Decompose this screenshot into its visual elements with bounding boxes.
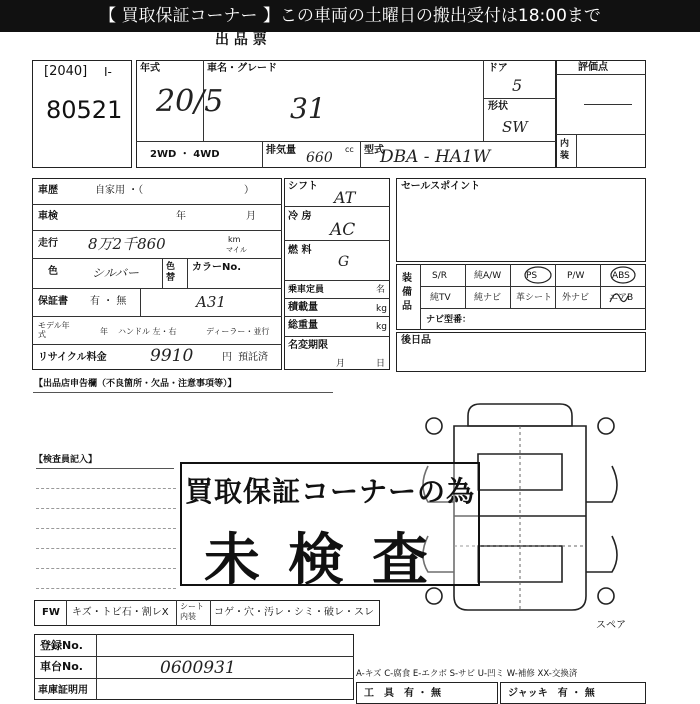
navi-type-label: ナビ型番： [426,315,472,325]
inspection-stamp [180,462,480,593]
warranty-yes-no: 有 ・ 無 [90,296,127,307]
model-year-label: モデル年式 [38,321,70,339]
equip-leather-seat: 革シート [516,293,553,303]
shape-label: 形状 [488,101,508,112]
seller-notes-label: 【出品店申告欄（不良箇所・欠品・注意事項等）】 [34,379,237,389]
chassis-no-label: 車台No. [40,660,83,673]
fw-items: キズ・トビ石・割レX [72,607,169,618]
name-change-label: 名変期限 [288,340,328,351]
name-change-month: 月 [336,359,346,369]
equip-external-navi: 外ナビ [562,293,590,303]
lot-dash: I- [104,65,112,79]
interior-label: 内装 [560,139,570,161]
drive-label: 2WD ・ 4WD [150,149,220,160]
equip-sunroof: S/R [432,271,447,281]
dealer-label: ディーラー・並行 [206,327,270,336]
fuel-label: 燃 料 [288,245,312,256]
equip-power-steering: PS [526,271,538,281]
persons-unit: 名 [376,285,386,295]
load-label: 積載量 [288,302,318,313]
chassis-value: 0600931 [160,658,236,678]
sales-point-label: セールスポイント [401,181,481,192]
header-title: 出 品 票 [215,32,267,48]
later-items-label: 後日品 [401,335,431,346]
equip-abs: ABS [612,271,630,281]
fw-label: FW [42,607,60,618]
later-items-box [396,332,646,372]
equipment-check-marks [420,264,646,308]
km-unit: km [228,235,241,244]
load-unit: kg [376,304,387,314]
equip-navi: 純ナビ [474,293,502,303]
tools-label: 工 具 有 ・ 無 [364,688,441,699]
lot-code: [2040] [44,64,88,79]
color-change-label: 色替 [166,262,176,283]
color-label: 色 [48,266,58,277]
displacement-value: 660 [306,150,333,166]
lot-number: 80521 [46,96,123,124]
history-close: ） [244,185,254,196]
year-label: 年式 [140,63,160,74]
warranty-label: 保証書 [38,296,68,307]
damage-legend: A-キズ C-腐食 E-エクボ S-サビ U-凹ミ W-補修 XX-交換済 [356,669,578,679]
equip-alloy-wheel: 純A/W [474,271,502,281]
spare-label: スペア [596,620,626,631]
color-value: シルバー [92,266,139,280]
model-code-value: DBA - HA1W [380,147,491,167]
stamp-line2: 未検査 [204,528,456,593]
registration-no-label: 登録No. [40,639,83,652]
score-label: 評価点 [578,62,608,73]
model-label: 型式 [364,145,384,156]
shaken-year: 年 [176,211,186,222]
seat-items: コゲ・穴・汚レ・シミ・破レ・スレ [214,607,374,618]
weight-label: 総重量 [288,320,318,331]
car-name-value: 31 [290,92,326,125]
recycle-label: リサイクル料金 [38,352,107,363]
color-no-value: A31 [196,293,226,311]
capacity-label: 乗車定員 [288,285,325,295]
equip-airbag: エアB [609,293,634,303]
equip-power-window: P/W [567,271,585,281]
aircon-label: 冷 房 [288,211,312,222]
mileage-label: 走行 [38,238,58,249]
mileage-value: 8万2千860 [88,235,166,253]
equip-tv: 純TV [430,293,451,303]
aircon-value: AC [330,220,356,240]
shape-value: SW [502,118,528,136]
mile-unit: マイル [226,246,247,254]
banner: 【 買取保証コーナー 】この車両の土曜日の搬出受付は18:00まで [0,0,700,32]
history-box [32,178,282,370]
private-label: 自家用 ・（ [95,185,144,196]
color-no-label: カラーNo. [192,262,242,273]
shaken-label: 車検 [38,211,58,222]
shift-label: シフト [288,181,318,192]
doors-label: ドア [488,63,508,74]
equipment-label: 装備品 [402,273,412,312]
shaken-month: 月 [246,211,256,222]
handle-label: ハンドル 左・右 [118,327,177,336]
weight-unit: kg [376,322,387,332]
doors-value: 5 [512,76,523,95]
shift-value: AT [334,188,356,207]
jack-label: ジャッキ 有 ・ 無 [508,688,595,699]
history-label: 車歴 [38,185,58,196]
stamp-line1: 買取保証コーナーの為 [184,475,475,508]
deposited-label: 預託済 [238,352,268,363]
inspector-notes-label: 【検査員記入】 [34,455,98,465]
car-name-label: 車名・グレード [207,63,277,74]
yen-unit: 円 [222,352,232,363]
year-value: 20/5 [156,84,224,119]
cc-unit: cc [345,145,354,154]
recycle-value: 9910 [150,346,194,366]
model-year-unit: 年 [100,327,108,336]
displacement-label: 排気量 [266,145,296,156]
name-change-day: 日 [376,359,386,369]
seat-label: シート内装 [180,602,204,621]
certificate-label: 車庫証明用 [38,685,88,696]
fuel-value: G [338,254,350,270]
